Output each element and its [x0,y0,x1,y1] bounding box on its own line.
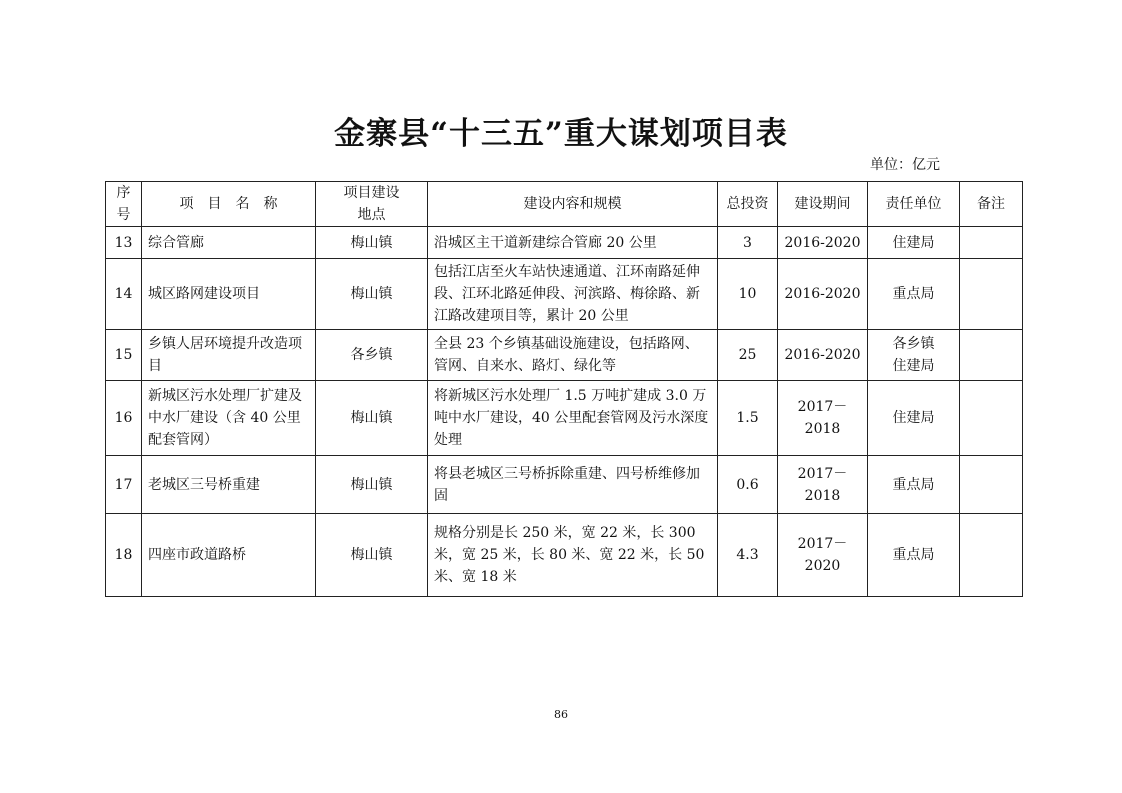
cell-content: 包括江店至火车站快速通道、江环南路延伸段、江环北路延伸段、河滨路、梅徐路、新江路改建项目等，累计 20 公里 [428,259,718,330]
table-row [106,514,1023,597]
table-row [106,227,1023,259]
cell-investment: 25 [718,330,778,381]
cell-period: 2016-2020 [778,259,868,330]
cell-name: 四座市政道路桥 [142,514,316,597]
cell-investment: 1.5 [718,381,778,456]
cell-name: 综合管廊 [142,227,316,259]
unit-label: 单位：亿元 [870,157,940,173]
cell-no: 15 [106,330,142,381]
cell-name: 新城区污水处理厂扩建及中水厂建设（含 40 公里配套管网） [142,381,316,456]
page-title: 金寨县“十三五”重大谋划项目表 [334,116,788,152]
cell-no: 18 [106,514,142,597]
cell-period: 2016-2020 [778,227,868,259]
table-header-row [106,182,1023,227]
cell-name: 乡镇人居环境提升改造项目 [142,330,316,381]
header-name: 项 目 名 称 [142,182,316,227]
cell-location: 梅山镇 [316,227,428,259]
cell-period: 2017－2018 [778,381,868,456]
cell-location: 梅山镇 [316,381,428,456]
header-investment: 总投资 [718,182,778,227]
cell-remark [960,514,1023,597]
cell-remark [960,381,1023,456]
cell-content: 规格分别是长 250 米，宽 22 米，长 300 米，宽 25 米，长 80 米、宽 22 米，长 50 米、宽 18 米 [428,514,718,597]
page-number: 86 [554,708,568,721]
cell-period: 2017－2018 [778,456,868,514]
cell-remark [960,330,1023,381]
cell-remark [960,456,1023,514]
header-content: 建设内容和规模 [428,182,718,227]
table-row [106,381,1023,456]
cell-location: 各乡镇 [316,330,428,381]
cell-name: 老城区三号桥重建 [142,456,316,514]
cell-no: 17 [106,456,142,514]
table-row [106,259,1023,330]
table-row [106,330,1023,381]
cell-unit: 重点局 [868,259,960,330]
cell-no: 16 [106,381,142,456]
header-location: 项目建设 地点 [316,182,428,227]
cell-no: 14 [106,259,142,330]
cell-content: 将县老城区三号桥拆除重建、四号桥维修加固 [428,456,718,514]
header-remark: 备注 [960,182,1023,227]
header-no: 序号 [106,182,142,227]
cell-investment: 0.6 [718,456,778,514]
table-row [106,456,1023,514]
header-period: 建设期间 [778,182,868,227]
projects-table [105,181,1023,597]
cell-content: 将新城区污水处理厂 1.5 万吨扩建成 3.0 万吨中水厂建设，40 公里配套管网及污水深度处理 [428,381,718,456]
cell-investment: 3 [718,227,778,259]
cell-period: 2016-2020 [778,330,868,381]
cell-content: 全县 23 个乡镇基础设施建设，包括路网、管网、自来水、路灯、绿化等 [428,330,718,381]
cell-location: 梅山镇 [316,514,428,597]
cell-unit: 重点局 [868,456,960,514]
cell-location: 梅山镇 [316,456,428,514]
cell-no: 13 [106,227,142,259]
cell-location: 梅山镇 [316,259,428,330]
cell-unit: 各乡镇 住建局 [868,330,960,381]
cell-investment: 4.3 [718,514,778,597]
cell-unit: 住建局 [868,227,960,259]
header-unit: 责任单位 [868,182,960,227]
cell-investment: 10 [718,259,778,330]
cell-remark [960,227,1023,259]
cell-remark [960,259,1023,330]
cell-unit: 重点局 [868,514,960,597]
cell-name: 城区路网建设项目 [142,259,316,330]
cell-unit: 住建局 [868,381,960,456]
cell-period: 2017－2020 [778,514,868,597]
cell-content: 沿城区主干道新建综合管廊 20 公里 [428,227,718,259]
